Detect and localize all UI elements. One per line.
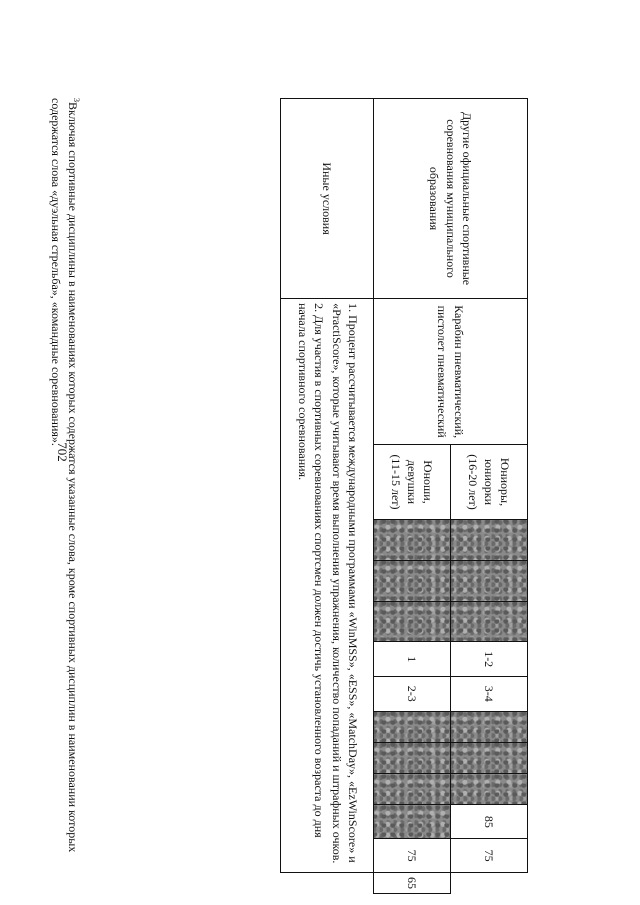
other-conditions-notes bbox=[281, 299, 374, 873]
shaded-cell bbox=[374, 560, 451, 601]
shaded-cell bbox=[374, 519, 451, 560]
places-cell: 1-2 bbox=[451, 642, 528, 677]
table-row bbox=[281, 99, 374, 894]
page-number: 702 bbox=[55, 442, 70, 462]
shaded-cell bbox=[451, 742, 528, 773]
places-cell: 1 bbox=[374, 642, 451, 677]
footnote bbox=[47, 98, 82, 888]
age-group-cell: Юноши, девушки (11-15 лет) bbox=[374, 445, 451, 520]
discipline-cell: Карабин пневматический, пистолет пневматический bbox=[374, 299, 528, 445]
shaded-cell bbox=[374, 805, 451, 839]
shaded-cell bbox=[451, 519, 528, 560]
places-cell: 3-4 bbox=[451, 676, 528, 711]
table-row bbox=[451, 99, 528, 894]
age-group-cell: Юниоры, юниорки (16-20 лет) bbox=[451, 445, 528, 520]
note-2: 2. Для участия в спортивных соревнованиях спортсмен должен достичь установленного возраста до дня начала спортивного соревнования. bbox=[295, 303, 326, 838]
shaded-cell bbox=[374, 601, 451, 642]
shaded-cell bbox=[451, 711, 528, 742]
shaded-cell bbox=[374, 774, 451, 805]
norms-table bbox=[280, 98, 528, 894]
shaded-cell bbox=[451, 774, 528, 805]
value-cell: 75 bbox=[451, 839, 528, 873]
other-conditions-label: Иные условия bbox=[281, 99, 374, 299]
note-1: 1. Процент рассчитывается международными программами «WinMSS», «ESS», «MatchDay», «EzWinScore» и «PractiScore», которые учитывают время выполнения упражнения, количество попаданий и штрафных очков. bbox=[330, 303, 361, 864]
shaded-cell bbox=[374, 742, 451, 773]
shaded-cell bbox=[374, 711, 451, 742]
shaded-cell bbox=[451, 560, 528, 601]
value-cell: 85 bbox=[451, 805, 528, 839]
places-cell: 2-3 bbox=[374, 676, 451, 711]
footnote-marker: 3 bbox=[72, 98, 81, 102]
rotated-page-content bbox=[49, 52, 590, 889]
footnote-text: Включая спортивные дисциплины в наименованиях которых содержатся указанные слова, кроме спортивных дисциплин в наименовании которых содержатся слова «дуэльная стрельба», «командные соревнования». bbox=[49, 98, 80, 853]
competition-cell: Другие официальные спортивные соревнования муниципального образования bbox=[374, 99, 528, 299]
value-cell: 65 bbox=[374, 873, 451, 894]
shaded-cell bbox=[451, 601, 528, 642]
value-cell: 75 bbox=[374, 839, 451, 873]
